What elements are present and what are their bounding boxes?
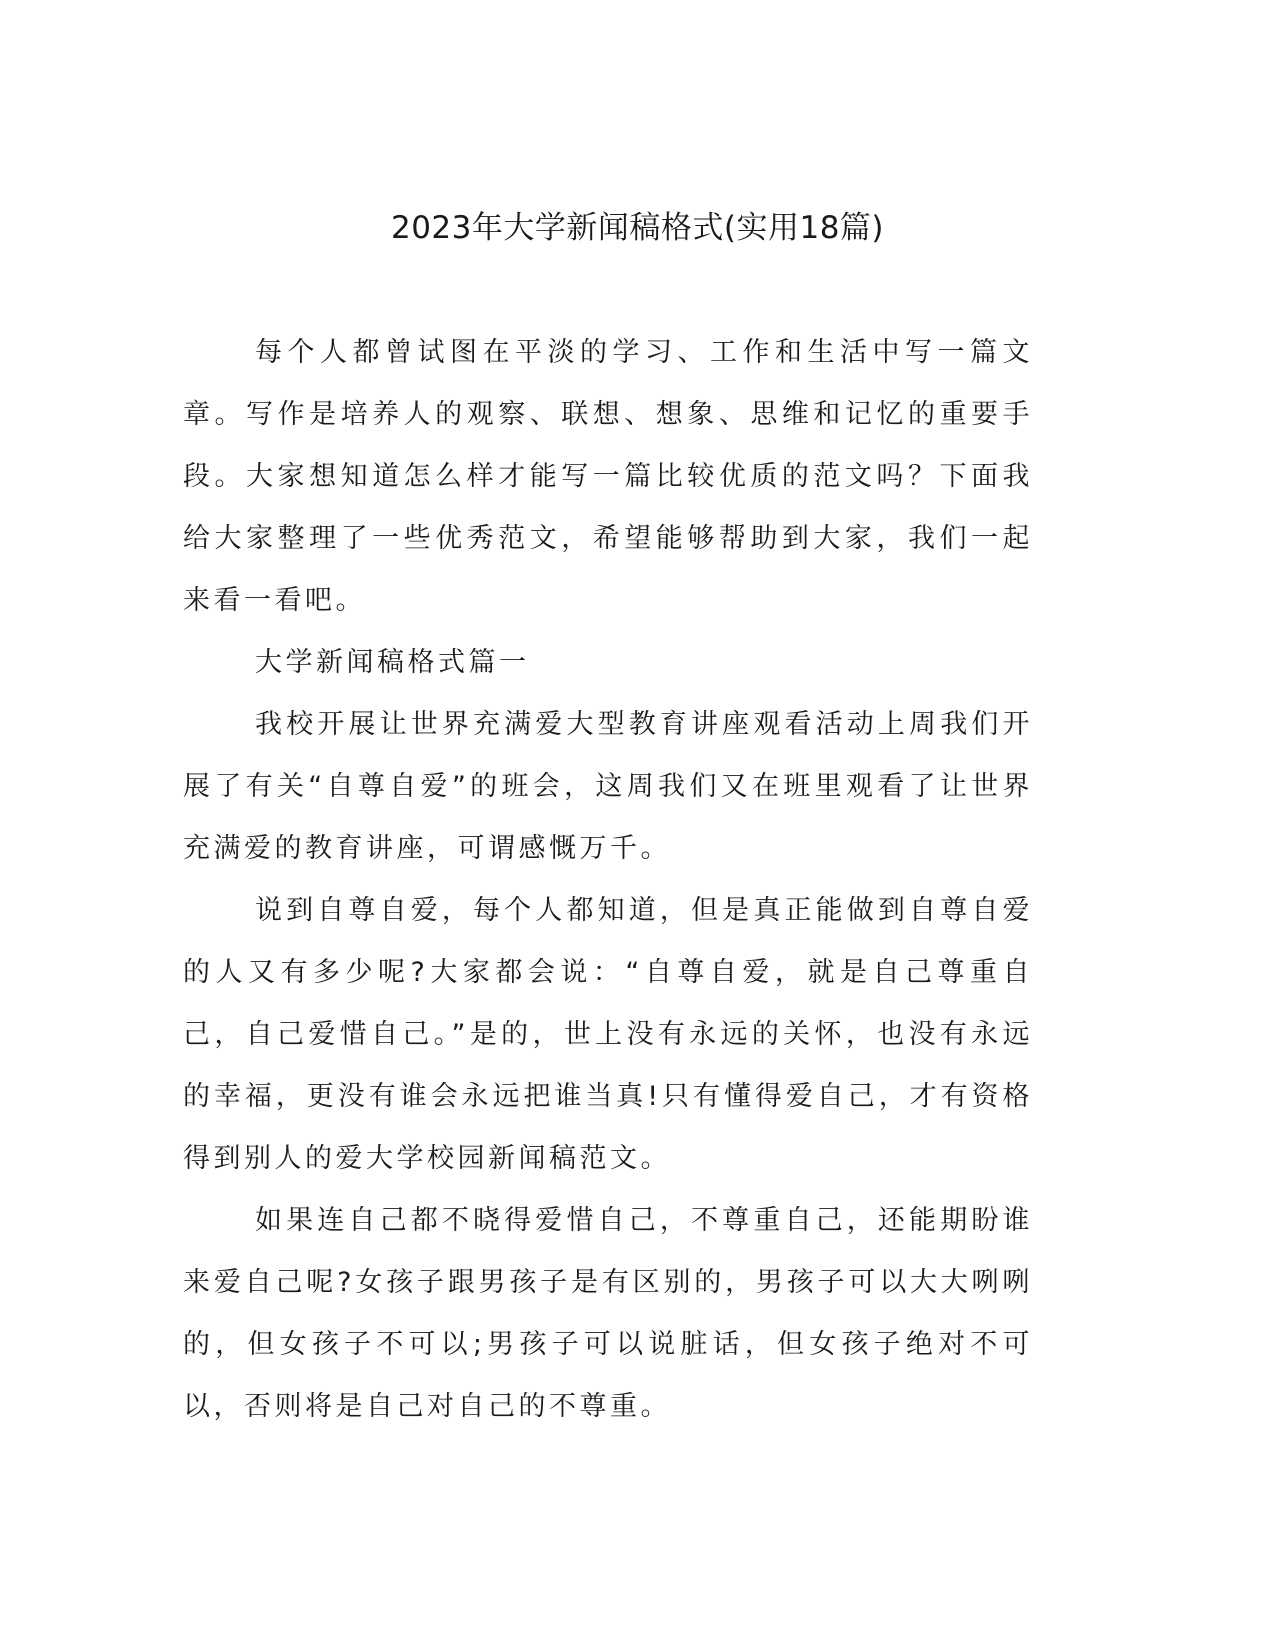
body-paragraph: 说到自尊自爱，每个人都知道，但是真正能做到自尊自爱的人又有多少呢?大家都会说：“自尊自爱，就是自己尊重自己，自己爱惜自己。”是的，世上没有永远的关怀，也没有永远的幸福，更没有谁会永远把谁当真!只有懂得爱自己，才有资格得到别人的爱大学校园新闻稿范文。 — [183, 895, 1033, 1174]
document-title: 2023年大学新闻稿格式(实用18篇) — [390, 210, 885, 246]
body-paragraph: 如果连自己都不晓得爱惜自己，不尊重自己，还能期盼谁来爱自己呢?女孩子跟男孩子是有区别的，男孩子可以大大咧咧的，但女孩子不可以;男孩子可以说脏话，但女孩子绝对不可以，否则将是自己对自己的不尊重。 — [183, 1205, 1033, 1422]
intro-paragraph: 每个人都曾试图在平淡的学习、工作和生活中写一篇文章。写作是培养人的观察、联想、想象、思维和记忆的重要手段。大家想知道怎么样才能写一篇比较优质的范文吗？下面我给大家整理了一些优秀范文，希望能够帮助到大家，我们一起来看一看吧。 — [183, 337, 1033, 616]
body-paragraph: 我校开展让世界充满爱大型教育讲座观看活动上周我们开展了有关“自尊自爱”的班会，这周我们又在班里观看了让世界充满爱的教育讲座，可谓感慨万千。 — [183, 709, 1033, 864]
document-body — [183, 322, 1033, 1438]
section-heading: 大学新闻稿格式篇一 — [255, 647, 530, 678]
